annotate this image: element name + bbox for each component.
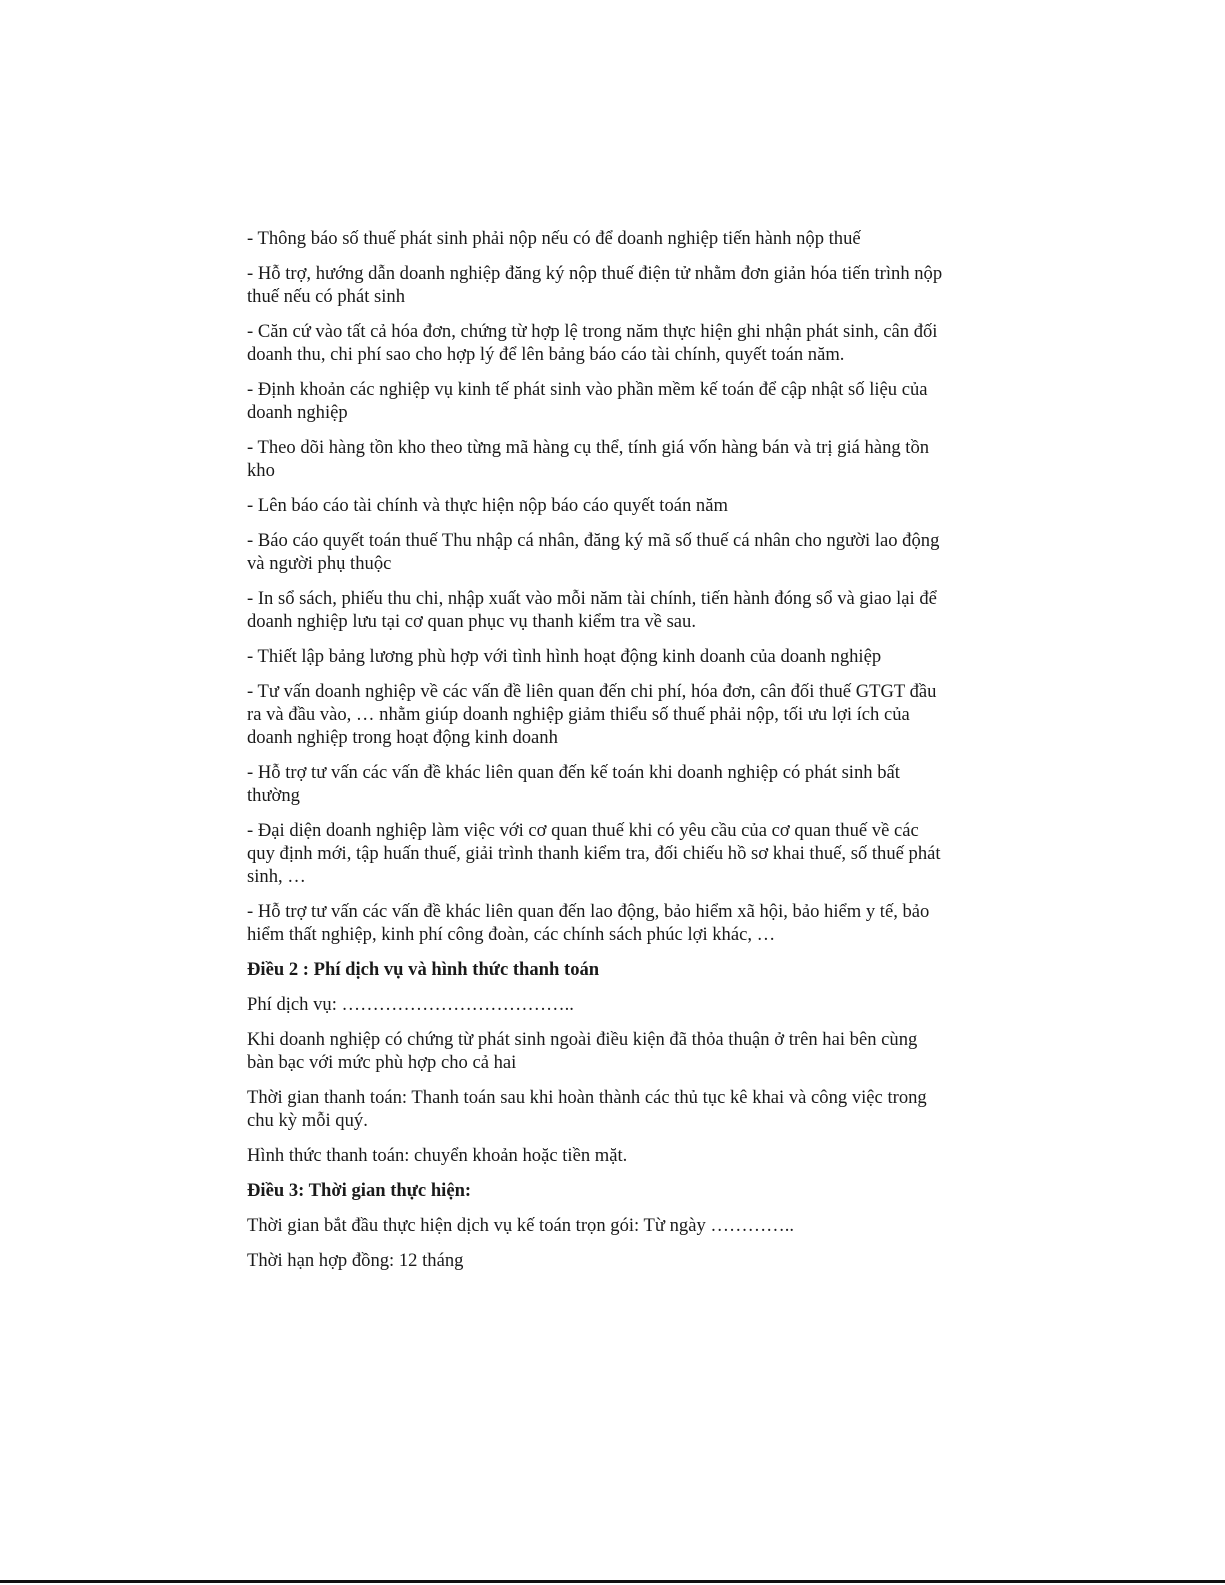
service-item-payroll: - Thiết lập bảng lương phù hợp với tình hình hoạt động kinh doanh của doanh nghiệp bbox=[247, 646, 882, 667]
service-item-inventory: - Theo dõi hàng tồn kho theo từng mã hàng cụ thể, tính giá vốn hàng bán và trị giá hàng tồn kho bbox=[247, 437, 930, 481]
page-bottom-border bbox=[0, 1580, 1225, 1583]
extra-documents-clause: Khi doanh nghiệp có chứng từ phát sinh ngoài điều kiện đã thỏa thuận ở trên hai bên cùng bàn bạc với mức phù hợp cho cả hai bbox=[247, 1029, 918, 1073]
contract-duration-clause: Thời hạn hợp đồng: 12 tháng bbox=[247, 1250, 464, 1271]
start-date-clause: Thời gian bắt đầu thực hiện dịch vụ kế toán trọn gói: Từ ngày ………….. bbox=[247, 1215, 795, 1236]
service-item-e-tax-registration: - Hỗ trợ, hướng dẫn doanh nghiệp đăng ký nộp thuế điện tử nhằm đơn giản hóa tiến trình nộp thuế nếu có phát sinh bbox=[247, 263, 943, 307]
payment-method-clause: Hình thức thanh toán: chuyển khoản hoặc tiền mặt. bbox=[247, 1145, 628, 1166]
service-item-tax-notice: - Thông báo số thuế phát sinh phải nộp nếu có để doanh nghiệp tiến hành nộp thuế bbox=[247, 228, 861, 249]
article-3-heading: Điều 3: Thời gian thực hiện: bbox=[247, 1180, 472, 1201]
service-item-print-books: - In sổ sách, phiếu thu chi, nhập xuất vào mỗi năm tài chính, tiến hành đóng sổ và giao lại để doanh nghiệp lưu tại cơ quan phục vụ thanh kiểm tra về sau. bbox=[247, 588, 937, 632]
service-item-labor-insurance: - Hỗ trợ tư vấn các vấn đề khác liên quan đến lao động, bảo hiểm xã hội, bảo hiểm y tế, bảo hiểm thất nghiệp, kinh phí công đoàn, các chính sách phúc lợi khác, … bbox=[247, 901, 930, 945]
service-item-tax-consulting: - Tư vấn doanh nghiệp về các vấn đề liên quan đến chi phí, hóa đơn, cân đối thuế GTGT đầu ra và đầu vào, … nhằm giúp doanh nghiệp giảm thiểu số thuế phải nộp, tối ưu lợi ích của doanh nghiệp trong hoạt động kinh doanh bbox=[247, 681, 937, 748]
service-item-annual-settlement: - Căn cứ vào tất cả hóa đơn, chứng từ hợp lệ trong năm thực hiện ghi nhận phát sinh, cân đối doanh thu, chi phí sao cho hợp lý để lên bảng báo cáo tài chính, quyết toán năm. bbox=[247, 321, 938, 365]
service-fee-line: Phí dịch vụ: ……………………………….. bbox=[247, 994, 574, 1015]
service-item-personal-income-tax: - Báo cáo quyết toán thuế Thu nhập cá nhân, đăng ký mã số thuế cá nhân cho người lao động và người phụ thuộc bbox=[247, 530, 940, 574]
article-2-heading: Điều 2 : Phí dịch vụ và hình thức thanh toán bbox=[247, 959, 600, 980]
service-item-tax-representation: - Đại diện doanh nghiệp làm việc với cơ quan thuế khi có yêu cầu của cơ quan thuế về các quy định mới, tập huấn thuế, giải trình thanh kiểm tra, đối chiếu hồ sơ khai thuế, số thuế phát sinh, … bbox=[247, 820, 941, 887]
service-item-accounting-support: - Hỗ trợ tư vấn các vấn đề khác liên quan đến kế toán khi doanh nghiệp có phát sinh bất thường bbox=[247, 762, 900, 806]
document-page bbox=[247, 227, 947, 1284]
service-item-accounting-entries: - Định khoản các nghiệp vụ kinh tế phát sinh vào phần mềm kế toán để cập nhật số liệu của doanh nghiệp bbox=[247, 379, 928, 423]
payment-time-clause: Thời gian thanh toán: Thanh toán sau khi hoàn thành các thủ tục kê khai và công việc trong chu kỳ mỗi quý. bbox=[247, 1087, 927, 1131]
service-item-financial-report: - Lên báo cáo tài chính và thực hiện nộp báo cáo quyết toán năm bbox=[247, 495, 728, 516]
